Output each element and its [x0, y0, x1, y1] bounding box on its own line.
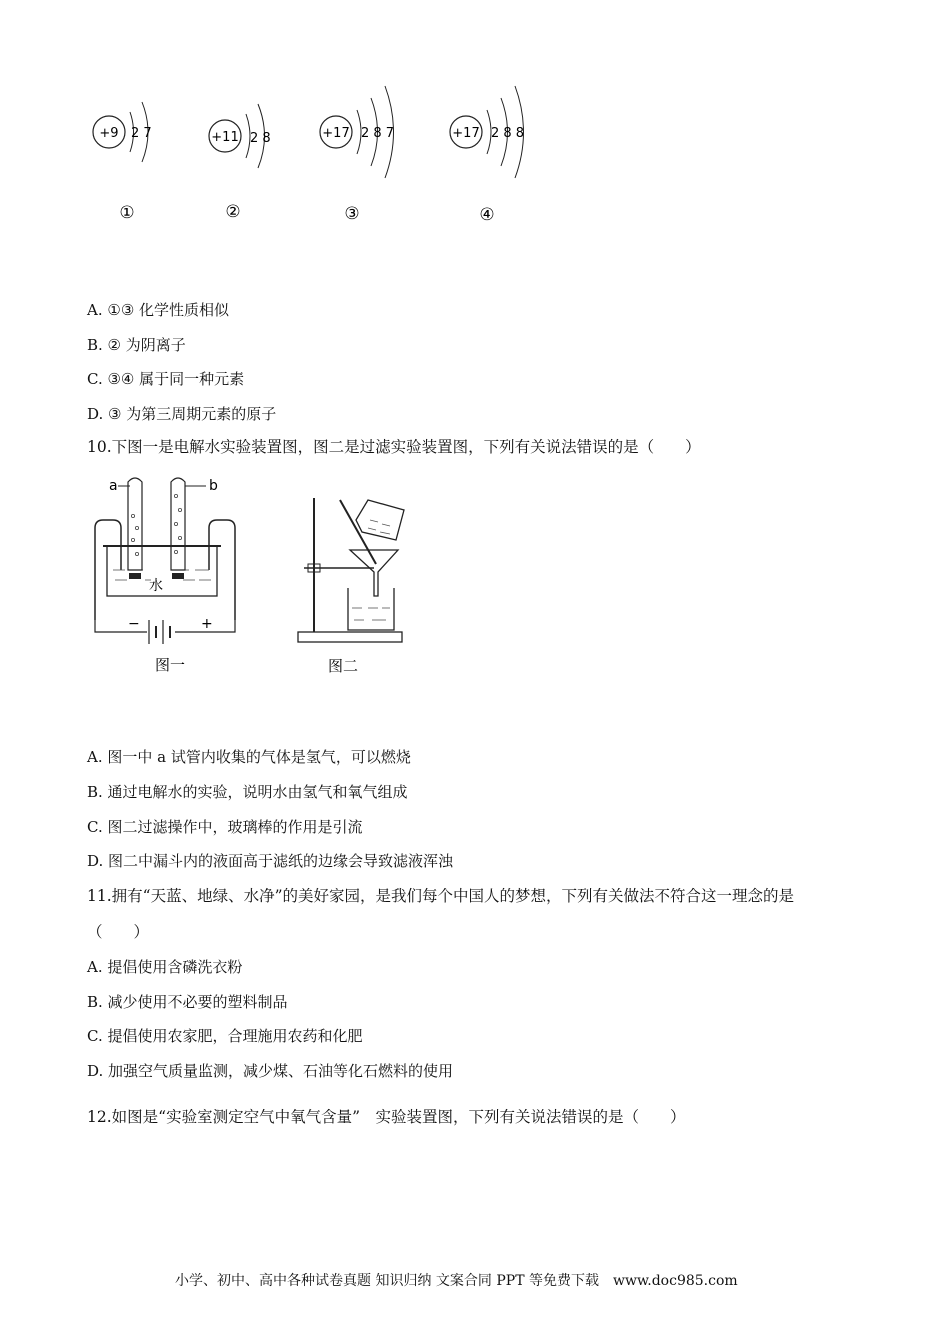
- fig2-caption: 图二: [328, 657, 359, 675]
- atom-1-nucleus: +9: [99, 126, 119, 141]
- tube-label-a: a: [109, 478, 118, 494]
- q9-option-c: C. ③④ 属于同一种元素: [87, 370, 245, 388]
- page-footer: 小学、初中、高中各种试卷真题 知识归纳 文案合同 PPT 等免费下载 www.doc985.com: [175, 1273, 738, 1289]
- q11-option-d: D. 加强空气质量监测，减少煤、石油等化石燃料的使用: [87, 1062, 454, 1080]
- electrolysis-figure: [85, 470, 245, 680]
- atom-3-shells: 2 8 7: [361, 126, 395, 141]
- filtration-figure: [290, 480, 420, 680]
- atom-2-shells: 2 8: [250, 131, 271, 146]
- q10-option-b: B. 通过电解水的实验，说明水由氢气和氧气组成: [87, 783, 408, 801]
- atom-3-nucleus: +17: [322, 126, 350, 141]
- q11-question: 11.拥有“天蓝、地绿、水净”的美好家园，是我们每个中国人的梦想，下列有关做法不符合这一理念的是: [87, 887, 795, 905]
- q11-paren: （ ）: [87, 923, 150, 941]
- atom-3-label: ③: [344, 204, 360, 224]
- q10-option-a: A. 图一中 a 试管内收集的气体是氢气，可以燃烧: [87, 748, 411, 766]
- atom-2: [209, 104, 271, 222]
- atom-1: [93, 102, 152, 223]
- plus-sign: +: [201, 616, 213, 632]
- atom-1-shells: 2 7: [131, 126, 152, 141]
- q9-option-a: A. ①③ 化学性质相似: [87, 301, 230, 319]
- tube-label-b: b: [209, 478, 218, 494]
- atom-1-label: ①: [119, 203, 135, 223]
- q11-option-b: B. 减少使用不必要的塑料制品: [87, 993, 288, 1011]
- atom-2-nucleus: +11: [211, 130, 239, 145]
- atom-4-nucleus: +17: [452, 126, 480, 141]
- q9-option-d: D. ③ 为第三周期元素的原子: [87, 405, 277, 423]
- atom-2-label: ②: [225, 202, 241, 222]
- water-label: 水: [149, 578, 163, 594]
- atom-structure-figure: [80, 70, 560, 230]
- q12-question: 12.如图是“实验室测定空气中氧气含量” 实验装置图，下列有关说法错误的是（ ）: [87, 1108, 686, 1126]
- q10-option-d: D. 图二中漏斗内的液面高于滤纸的边缘会导致滤液浑浊: [87, 852, 454, 870]
- q9-option-b: B. ② 为阴离子: [87, 336, 186, 354]
- q11-option-a: A. 提倡使用含磷洗衣粉: [87, 958, 243, 976]
- q11-option-c: C. 提倡使用农家肥，合理施用农药和化肥: [87, 1027, 363, 1045]
- atom-4-label: ④: [479, 205, 495, 225]
- atom-4-shells: 2 8 8: [491, 126, 525, 141]
- q10-option-c: C. 图二过滤操作中，玻璃棒的作用是引流: [87, 818, 363, 836]
- fig1-caption: 图一: [155, 656, 186, 674]
- q10-question: 10.下图一是电解水实验装置图，图二是过滤实验装置图，下列有关说法错误的是（ ）: [87, 438, 701, 456]
- atom-4: [450, 86, 524, 225]
- minus-sign: −: [128, 616, 140, 632]
- atom-3: [320, 86, 394, 224]
